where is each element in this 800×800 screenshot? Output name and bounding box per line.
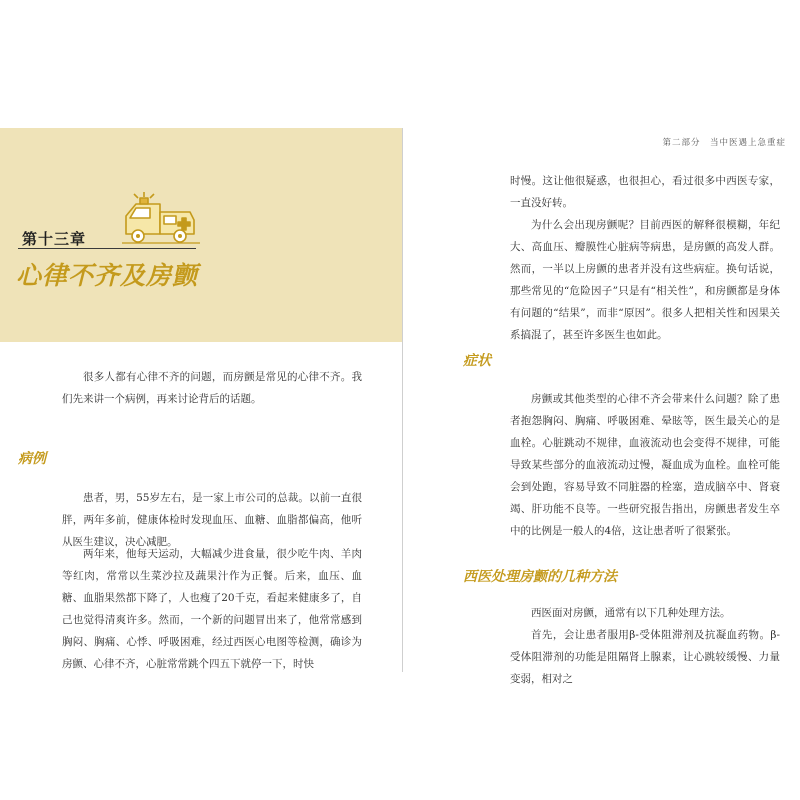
running-header: 第二部分 当中医遇上急重症	[662, 138, 786, 148]
western-heading: 西医处理房颤的几种方法	[463, 569, 617, 585]
left-page	[0, 128, 403, 672]
western-paragraph-2: 首先，会让患者服用β-受体阻滞剂及抗凝血药物。β-受体阻滞剂的功能是阻隔肾上腺素，让心跳较缓慢、力量变弱，相对之	[510, 629, 780, 685]
case-paragraph-1: 患者，男，55岁左右，是一家上市公司的总裁。以前一直很胖，两年多前，健康体检时发现血压、血糖、血脂都偏高，他听从医生建议，决心减肥。	[62, 492, 362, 548]
why-paragraph: 为什么会出现房颤呢？目前西医的解释很模糊，年纪大、高血压、瓣膜性心脏病等病患，是房颤的高发人群。然而，一半以上房颤的患者并没有这些病症。换句话说，那些常见的“危险因子”只是有“相关性”，和房颤都是身体有问题的“结果”，而非“原因”。很多人把相关性和因果关系搞混了，甚至许多医生也如此。	[510, 219, 780, 341]
chapter-rule	[18, 248, 196, 249]
chapter-banner	[0, 128, 403, 342]
case-heading: 病例	[18, 451, 46, 467]
symptom-heading: 症状	[463, 353, 491, 369]
symptom-paragraph: 房颤或其他类型的心律不齐会带来什么问题？除了患者抱怨胸闷、胸痛、呼吸困难、晕眩等，医生最关心的是血栓。心脏跳动不规律，血液流动也会变得不规律，可能导致某些部分的血液流动过慢，凝血成为血栓。血栓可能会到处跑，容易导致不同脏器的栓塞，造成脑卒中、肾衰竭、肝功能不良等。一些研究报告指出，房颤患者发生卒中的比例是一般人的4倍，这让患者听了很紧张。	[510, 393, 780, 537]
intro-paragraph: 很多人都有心律不齐的问题，而房颤是常见的心律不齐。我们先来讲一个病例，再来讨论背后的话题。	[62, 371, 362, 405]
continued-paragraph: 时慢。这让他很疑惑，也很担心，看过很多中西医专家，一直没好转。	[510, 175, 780, 209]
ambulance-icon	[120, 190, 202, 248]
western-paragraph-1: 西医面对房颤，通常有以下几种处理方法。	[531, 607, 731, 619]
case-paragraph-2: 两年来，他每天运动，大幅减少进食量，很少吃牛肉、羊肉等红肉，常常以生菜沙拉及蔬果汁作为正餐。后来，血压、血糖、血脂果然都下降了，人也瘦了20千克，看起来健康多了，自己也觉得清爽许多。然而，一个新的问题冒出来了，他常常感到胸闷、胸痛、心悸、呼吸困难，经过西医心电图等检测，确诊为房颤、心律不齐，心脏常常跳个四五下就停一下，时快	[62, 548, 362, 670]
chapter-title: 心律不齐及房颤	[16, 261, 199, 290]
right-page	[403, 128, 800, 685]
chapter-label: 第十三章	[22, 230, 87, 248]
